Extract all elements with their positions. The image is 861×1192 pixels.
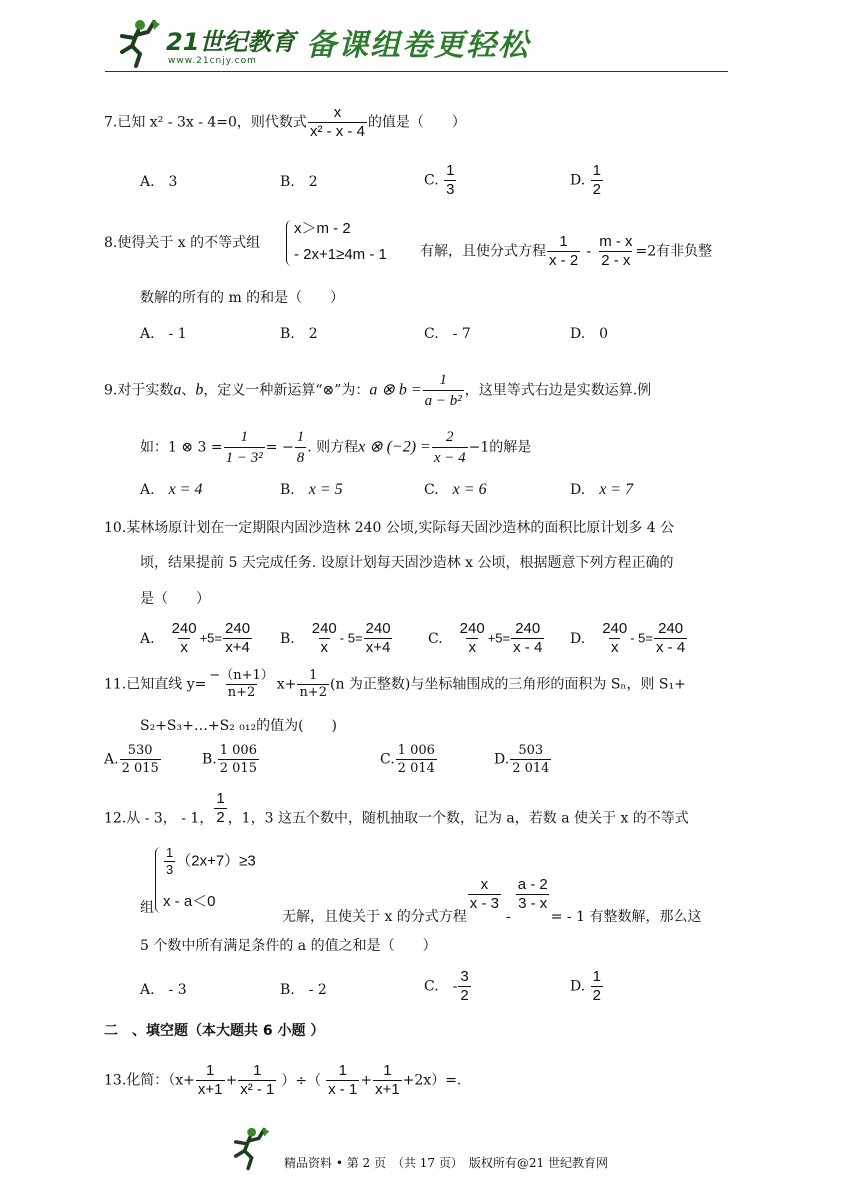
numerator: 1: [592, 968, 601, 985]
runner-logo-icon: [226, 1126, 272, 1172]
numerator: 1: [166, 845, 174, 860]
section-title: 二 、填空题（本大题共 6 小题 ）: [104, 1023, 325, 1039]
fraction: [214, 790, 226, 827]
fraction: [223, 620, 252, 657]
option-a[interactable]: A. 3: [140, 174, 178, 190]
fraction: [458, 620, 487, 657]
numerator: 240: [171, 620, 197, 637]
denominator: x - 2: [549, 252, 579, 269]
denominator: x - 4: [513, 639, 543, 656]
option-d[interactable]: D. 0: [570, 326, 609, 342]
numerator: 3: [460, 968, 469, 985]
fraction: [326, 1062, 359, 1099]
footer-text: 精品资料 • 第 2 页 （共 17 页） 版权所有@21 世纪教育网: [284, 1156, 608, 1170]
page-header: [100, 12, 740, 74]
denominator: x - 1: [328, 1081, 358, 1098]
option-label: A.: [140, 630, 155, 647]
brand-url: www.21cnjy.com: [168, 56, 257, 66]
operator: +: [360, 1072, 373, 1089]
inequality-1: x＞m - 2: [294, 220, 351, 237]
option-b[interactable]: B. 2: [280, 174, 318, 190]
numerator: 240: [515, 620, 541, 637]
denominator: x² - x - 4: [309, 123, 365, 140]
option-label: B.: [280, 630, 295, 647]
system-brace: [155, 847, 162, 913]
question-text: 有解，且使分式方程: [420, 243, 546, 260]
fraction: [591, 162, 603, 199]
question-text: . 则方程: [307, 439, 359, 456]
operator: ）÷（: [281, 1072, 322, 1089]
example-text: 如：1 ⊗ 3 =: [140, 439, 223, 456]
question-text: 9.对于实数: [104, 382, 174, 399]
fraction: [218, 742, 259, 777]
question-12-mid: [282, 876, 702, 925]
option-b[interactable]: [280, 620, 394, 657]
operator: - 5=: [630, 630, 653, 646]
question-text: 13.化简：（x+: [104, 1072, 195, 1089]
question-13: [104, 1062, 461, 1099]
question-text-tail: ，1，3 这五个数中，随机抽取一个数，记为 a，若数 a 使关于 x 的不等式: [227, 810, 689, 827]
operator: -: [505, 908, 511, 925]
fraction: [310, 620, 339, 657]
option-label: C.: [424, 482, 439, 498]
option-c[interactable]: [428, 620, 545, 657]
option-label: C.: [380, 751, 395, 768]
fraction: [196, 1062, 225, 1099]
denominator: 2: [216, 809, 225, 826]
question-text: 11.已知直线 y=: [104, 676, 207, 693]
option-label: B.: [202, 751, 217, 768]
numerator: 240: [311, 620, 337, 637]
fraction: [547, 233, 580, 270]
denominator: n+2: [227, 685, 256, 700]
option-label: D.: [570, 978, 586, 995]
question-10-line2: 顷，结果提前 5 天完成任务. 设原计划每天固沙造林 x 公顷，根据题意下列方程正确的: [140, 555, 674, 571]
denominator: x+4: [365, 639, 391, 656]
numerator: 1 006: [397, 743, 435, 758]
numerator: 1: [592, 162, 601, 179]
option-a[interactable]: [140, 620, 253, 657]
question-text-tail: = - 1 有整数解，那么这: [550, 908, 702, 925]
fraction: [295, 427, 307, 468]
question-text-tail: =2有非负整: [635, 243, 713, 260]
option-a[interactable]: [104, 742, 162, 777]
question-7: [104, 104, 466, 141]
definition-lhs: a ⊗ b =: [369, 381, 422, 399]
numerator: 1: [296, 429, 305, 445]
denominator: 2: [592, 987, 601, 1004]
denominator: 2: [592, 181, 601, 198]
denominator: 2 015: [121, 761, 159, 776]
option-d[interactable]: [494, 742, 552, 777]
fraction: [364, 620, 393, 657]
question-10-line1: 10.某林场原计划在一定期限内固沙造林 240 公顷,实际每天固沙造林的面积比原计划多 4 公: [104, 520, 675, 536]
fraction: [458, 968, 470, 1005]
numerator: 1: [206, 1062, 215, 1079]
option-c[interactable]: C. - 7: [424, 326, 471, 342]
question-11: [104, 668, 686, 701]
fraction: [164, 845, 175, 878]
denominator: 3 - x: [518, 895, 548, 912]
question-12-zu: 组: [140, 900, 154, 916]
numerator: m - x: [599, 233, 633, 250]
question-8-mid: [420, 233, 712, 270]
numerator: 240: [225, 620, 251, 637]
option-label: C.: [428, 630, 443, 647]
option-value: x = 6: [452, 481, 487, 498]
numerator: 2: [446, 429, 454, 445]
denominator: 3: [166, 862, 174, 877]
option-label: D.: [570, 172, 586, 189]
option-d[interactable]: [570, 162, 604, 199]
option-a[interactable]: [140, 480, 202, 500]
question-11-line2: S₂+S₃+…+S₂ ₀₁₂的值为( ): [140, 718, 338, 734]
option-label: A.: [140, 482, 155, 498]
fraction: [468, 876, 501, 913]
denominator: 2 015: [219, 761, 257, 776]
denominator: 1 − 3²: [224, 447, 265, 468]
numerator: 1: [446, 162, 455, 179]
denominator: 2 014: [512, 761, 550, 776]
fraction: [600, 620, 629, 657]
question-text-tail: +2x）=.: [402, 1072, 462, 1089]
fraction: [511, 620, 544, 657]
brand-slogan: 备课组卷更轻松: [306, 28, 530, 63]
fraction: [516, 876, 550, 913]
option-b[interactable]: B. - 2: [280, 982, 327, 998]
fraction: [170, 620, 199, 657]
question-8-lead: 8.使得关于 x 的不等式组: [104, 235, 261, 251]
fraction: [373, 1062, 402, 1099]
denominator: x+1: [375, 1081, 400, 1098]
fraction: [597, 233, 634, 270]
separator: 、: [181, 382, 196, 399]
denominator: x+4: [225, 639, 250, 656]
option-d[interactable]: [570, 480, 633, 500]
numerator: 240: [658, 620, 684, 637]
inequality-2: x - a＜0: [163, 893, 216, 910]
fraction: [444, 162, 456, 199]
brand-name: 21世纪教育: [166, 28, 296, 56]
denominator: x: [180, 639, 188, 656]
fraction: [591, 968, 603, 1005]
question-12: [104, 790, 689, 837]
question-text: 12.从 - 3， - 1，: [104, 810, 214, 827]
question-text-tail: 的值是（ ）: [367, 114, 466, 131]
option-label: C. -: [424, 978, 458, 995]
inequality-text: （2x+7）≥3: [176, 852, 256, 870]
option-d[interactable]: [570, 968, 604, 1005]
numerator: 1: [240, 429, 248, 445]
denominator: x: [320, 639, 329, 656]
question-text: ，定义一种新运算“⊗”为：: [203, 382, 370, 399]
operator: -: [586, 242, 592, 260]
numerator: 240: [602, 620, 628, 637]
fraction: [207, 668, 275, 701]
option-a[interactable]: A. - 1: [140, 326, 187, 342]
question-9: [104, 370, 651, 411]
option-value: x = 4: [168, 481, 203, 498]
denominator: x − 4: [432, 447, 468, 468]
option-c[interactable]: [424, 480, 487, 500]
fraction: [120, 742, 161, 777]
denominator: 2 014: [397, 761, 435, 776]
fraction: [238, 1062, 276, 1099]
operator: +: [225, 1072, 238, 1089]
numerator: −（n+1）: [209, 668, 274, 683]
variable-b: b: [195, 381, 204, 399]
operator: - 5=: [339, 630, 363, 646]
fraction: [654, 620, 687, 657]
option-d[interactable]: [570, 620, 688, 657]
fraction: [308, 104, 367, 141]
numerator: x: [333, 104, 342, 121]
numerator: 1: [559, 233, 568, 250]
numerator: 503: [518, 743, 544, 758]
denominator: x - 3: [469, 895, 499, 912]
denominator: 2: [460, 987, 469, 1004]
option-label: D.: [494, 751, 510, 768]
option-value: x = 5: [308, 481, 343, 498]
operator: +5=: [199, 630, 223, 646]
option-label: A.: [104, 751, 119, 768]
option-b[interactable]: [280, 480, 343, 500]
option-label: C.: [424, 172, 439, 189]
option-a[interactable]: A. - 3: [140, 982, 187, 998]
system-brace: [286, 220, 293, 266]
numerator: 1: [253, 1062, 262, 1079]
denominator: 3: [446, 181, 455, 198]
numerator: 1: [338, 1062, 347, 1079]
fraction: [396, 742, 437, 777]
numerator: x: [480, 876, 489, 893]
operator: +5=: [487, 630, 511, 646]
denominator: 2 - x: [601, 252, 631, 269]
operator: = −: [265, 439, 294, 456]
denominator: x - 4: [655, 639, 686, 656]
question-text: 无解，且使关于 x 的分式方程: [282, 908, 467, 925]
numerator: 1: [309, 668, 318, 683]
option-label: D.: [570, 482, 586, 498]
numerator: 240: [459, 620, 485, 637]
numerator: 240: [365, 620, 391, 637]
denominator: x: [468, 639, 476, 656]
numerator: 1 006: [219, 743, 257, 758]
fraction: [297, 668, 329, 701]
fraction: [510, 742, 551, 777]
denominator: x: [610, 639, 619, 656]
question-text-tail: ，这里等式右边是实数运算.例: [464, 382, 652, 399]
numerator: 1: [383, 1062, 392, 1079]
numerator: 1: [439, 372, 447, 388]
option-b[interactable]: [202, 742, 260, 777]
operator: x+: [276, 676, 297, 693]
variable-a: a: [173, 381, 182, 399]
inequality-2: - 2x+1≥4m - 1: [294, 246, 387, 263]
question-12-line3: 5 个数中所有满足条件的 a 的值之和是（ ）: [140, 938, 437, 954]
option-c[interactable]: [424, 968, 472, 1005]
numerator: a - 2: [517, 876, 548, 893]
equation-lhs: x ⊗ (−2) =: [358, 438, 431, 456]
denominator: x² - 1: [240, 1081, 275, 1098]
denominator: x+1: [197, 1081, 223, 1098]
fraction: [432, 427, 468, 468]
fraction: [224, 427, 265, 468]
question-text-tail: (n 为正整数)与坐标轴围成的三角形的面积为 Sₙ，则 S₁+: [329, 676, 686, 693]
option-value: x = 7: [599, 481, 634, 498]
numerator: 1: [216, 790, 225, 807]
option-c[interactable]: [424, 162, 457, 199]
option-c[interactable]: [380, 742, 438, 777]
denominator: a − b²: [423, 390, 464, 411]
numerator: 530: [127, 743, 153, 758]
question-text: 7.已知 x² - 3x - 4=0，则代数式: [104, 114, 307, 131]
question-10-line3: 是（ ）: [140, 591, 210, 607]
denominator: 8: [295, 447, 307, 468]
denominator: n+2: [299, 685, 327, 700]
question-text-tail: −1的解是: [468, 439, 532, 456]
question-8-line2: 数解的所有的 m 的和是（ ）: [140, 290, 345, 306]
option-label: D.: [570, 630, 586, 647]
header-rule: [105, 71, 728, 72]
question-9-line2: [140, 427, 531, 468]
option-label: B.: [280, 482, 295, 498]
option-b[interactable]: B. 2: [280, 326, 318, 342]
runner-logo-icon: [114, 18, 160, 70]
inequality-1: [163, 845, 256, 878]
fraction: [423, 370, 464, 411]
